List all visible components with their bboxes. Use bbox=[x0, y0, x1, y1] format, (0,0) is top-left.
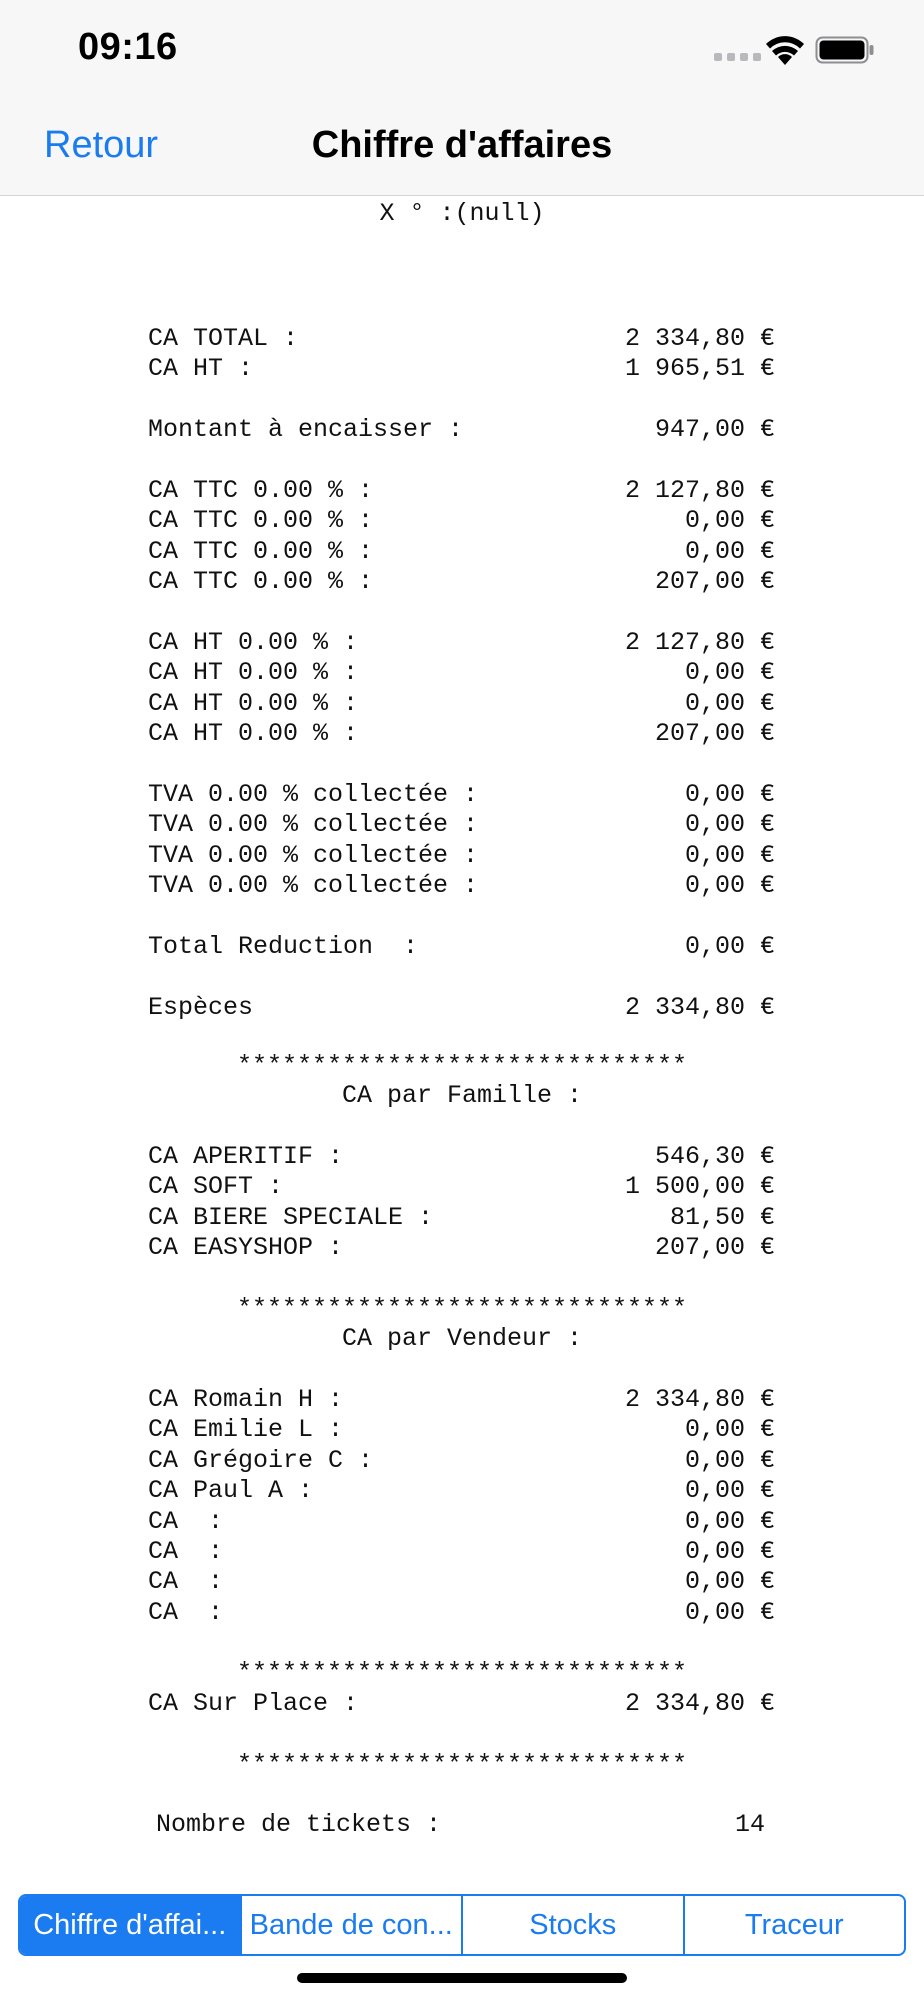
row-value: 0,00 € bbox=[684, 841, 775, 870]
row-label: CA Grégoire C : bbox=[148, 1446, 374, 1475]
row-value: 2 127,80 € bbox=[624, 628, 775, 657]
row-label: CA HT 0.00 % : bbox=[148, 628, 359, 657]
segmented-tab-bar bbox=[18, 1894, 906, 1956]
row-label: CA HT 0.00 % : bbox=[148, 658, 359, 687]
battery-icon bbox=[815, 36, 875, 64]
row-label: TVA 0.00 % collectée : bbox=[148, 780, 479, 809]
report-header: X ° :(null) bbox=[379, 199, 545, 228]
report-row-ca-total bbox=[148, 324, 775, 354]
report-row-famille bbox=[148, 1142, 775, 1172]
report-row-ca-ht-rate bbox=[148, 689, 775, 719]
report-row-vendeur bbox=[148, 1598, 775, 1628]
report-row-famille bbox=[148, 1172, 775, 1202]
row-label: CA TTC 0.00 % : bbox=[148, 506, 374, 535]
row-label: CA Paul A : bbox=[148, 1476, 314, 1505]
row-value: 2 127,80 € bbox=[624, 476, 775, 505]
report-row-vendeur bbox=[148, 1537, 775, 1567]
row-label: CA : bbox=[148, 1507, 224, 1536]
row-value: 0,00 € bbox=[684, 1446, 775, 1475]
row-value: 0,00 € bbox=[684, 1507, 775, 1536]
row-value: 0,00 € bbox=[684, 1537, 775, 1566]
separator-line: ****************************** bbox=[236, 1051, 688, 1080]
report-row-montant bbox=[148, 415, 775, 445]
row-label: Espèces bbox=[148, 993, 254, 1022]
sales-report bbox=[0, 196, 924, 1886]
row-label: CA Emilie L : bbox=[148, 1415, 344, 1444]
report-row-ca-ht-rate bbox=[148, 628, 775, 658]
tab-chiffre-affaires[interactable]: Chiffre d'affai... bbox=[20, 1896, 240, 1954]
report-row-ca-ht bbox=[148, 354, 775, 384]
row-value: 0,00 € bbox=[684, 1598, 775, 1627]
row-value: 81,50 € bbox=[669, 1203, 775, 1232]
row-label: CA HT 0.00 % : bbox=[148, 719, 359, 748]
row-value: 14 bbox=[734, 1810, 765, 1839]
report-row-ca-ttc bbox=[148, 476, 775, 506]
row-value: 0,00 € bbox=[684, 1415, 775, 1444]
row-label: CA : bbox=[148, 1598, 224, 1627]
report-row-famille bbox=[148, 1203, 775, 1233]
report-row-ca-ht-rate bbox=[148, 719, 775, 749]
report-row-tva bbox=[148, 841, 775, 871]
row-label: Total Reduction : bbox=[148, 932, 419, 961]
report-row-vendeur bbox=[148, 1567, 775, 1597]
report-row-reduction bbox=[148, 932, 775, 962]
row-label: CA TOTAL : bbox=[148, 324, 299, 353]
section-title-vendeur: CA par Vendeur : bbox=[341, 1324, 583, 1353]
row-label: CA Romain H : bbox=[148, 1385, 344, 1414]
tab-bande-controle[interactable]: Bande de con... bbox=[240, 1896, 462, 1954]
row-value: 207,00 € bbox=[654, 567, 775, 596]
status-time: 09:16 bbox=[78, 26, 178, 68]
row-value: 0,00 € bbox=[684, 1567, 775, 1596]
report-row-ca-ttc bbox=[148, 567, 775, 597]
row-value: 2 334,80 € bbox=[624, 1385, 775, 1414]
report-row-especes bbox=[148, 993, 775, 1023]
row-value: 0,00 € bbox=[684, 871, 775, 900]
report-row-vendeur bbox=[148, 1385, 775, 1415]
report-row-vendeur bbox=[148, 1476, 775, 1506]
report-row-vendeur bbox=[148, 1415, 775, 1445]
status-bar bbox=[0, 0, 924, 100]
row-label: CA HT : bbox=[148, 354, 254, 383]
navigation-bar bbox=[0, 100, 924, 196]
row-label: CA APERITIF : bbox=[148, 1142, 344, 1171]
row-label: Montant à encaisser : bbox=[148, 415, 464, 444]
row-label: CA Sur Place : bbox=[148, 1689, 359, 1718]
row-value: 207,00 € bbox=[654, 1233, 775, 1262]
row-label: CA : bbox=[148, 1567, 224, 1596]
row-value: 0,00 € bbox=[684, 1476, 775, 1505]
row-label: CA TTC 0.00 % : bbox=[148, 537, 374, 566]
row-value: 2 334,80 € bbox=[624, 324, 775, 353]
row-value: 0,00 € bbox=[684, 810, 775, 839]
row-label: CA HT 0.00 % : bbox=[148, 689, 359, 718]
row-label: TVA 0.00 % collectée : bbox=[148, 841, 479, 870]
report-row-sur-place bbox=[148, 1689, 775, 1719]
row-label: CA SOFT : bbox=[148, 1172, 284, 1201]
row-value: 207,00 € bbox=[654, 719, 775, 748]
tab-traceur[interactable]: Traceur bbox=[683, 1896, 905, 1954]
row-value: 1 965,51 € bbox=[624, 354, 775, 383]
page-title: Chiffre d'affaires bbox=[311, 124, 613, 166]
row-label: TVA 0.00 % collectée : bbox=[148, 871, 479, 900]
report-row-ca-ttc bbox=[148, 506, 775, 536]
row-value: 0,00 € bbox=[684, 689, 775, 718]
report-row-tickets bbox=[156, 1810, 765, 1840]
row-value: 947,00 € bbox=[654, 415, 775, 444]
row-label: CA BIERE SPECIALE : bbox=[148, 1203, 434, 1232]
row-label: CA TTC 0.00 % : bbox=[148, 567, 374, 596]
section-title-famille: CA par Famille : bbox=[341, 1081, 583, 1110]
row-value: 2 334,80 € bbox=[624, 993, 775, 1022]
row-value: 0,00 € bbox=[684, 537, 775, 566]
row-value: 2 334,80 € bbox=[624, 1689, 775, 1718]
separator-line: ****************************** bbox=[236, 1658, 688, 1687]
cellular-signal-icon bbox=[714, 53, 761, 61]
wifi-icon bbox=[764, 32, 806, 66]
report-row-tva bbox=[148, 810, 775, 840]
row-value: 0,00 € bbox=[684, 658, 775, 687]
row-label: CA TTC 0.00 % : bbox=[148, 476, 374, 505]
back-button[interactable]: Retour bbox=[44, 124, 159, 166]
report-row-ca-ttc bbox=[148, 537, 775, 567]
row-value: 0,00 € bbox=[684, 932, 775, 961]
row-value: 0,00 € bbox=[684, 506, 775, 535]
row-label: CA EASYSHOP : bbox=[148, 1233, 344, 1262]
report-row-tva bbox=[148, 780, 775, 810]
separator-line: ****************************** bbox=[236, 1294, 688, 1323]
report-row-tva bbox=[148, 871, 775, 901]
report-row-ca-ht-rate bbox=[148, 658, 775, 688]
row-label: Nombre de tickets : bbox=[156, 1810, 442, 1839]
row-value: 546,30 € bbox=[654, 1142, 775, 1171]
row-label: TVA 0.00 % collectée : bbox=[148, 810, 479, 839]
separator-line: ****************************** bbox=[236, 1750, 688, 1779]
home-indicator[interactable] bbox=[297, 1973, 627, 1983]
row-label: CA : bbox=[148, 1537, 224, 1566]
report-row-vendeur bbox=[148, 1507, 775, 1537]
report-row-vendeur bbox=[148, 1446, 775, 1476]
row-value: 0,00 € bbox=[684, 780, 775, 809]
row-value: 1 500,00 € bbox=[624, 1172, 775, 1201]
tab-stocks[interactable]: Stocks bbox=[461, 1896, 683, 1954]
report-row-famille bbox=[148, 1233, 775, 1263]
